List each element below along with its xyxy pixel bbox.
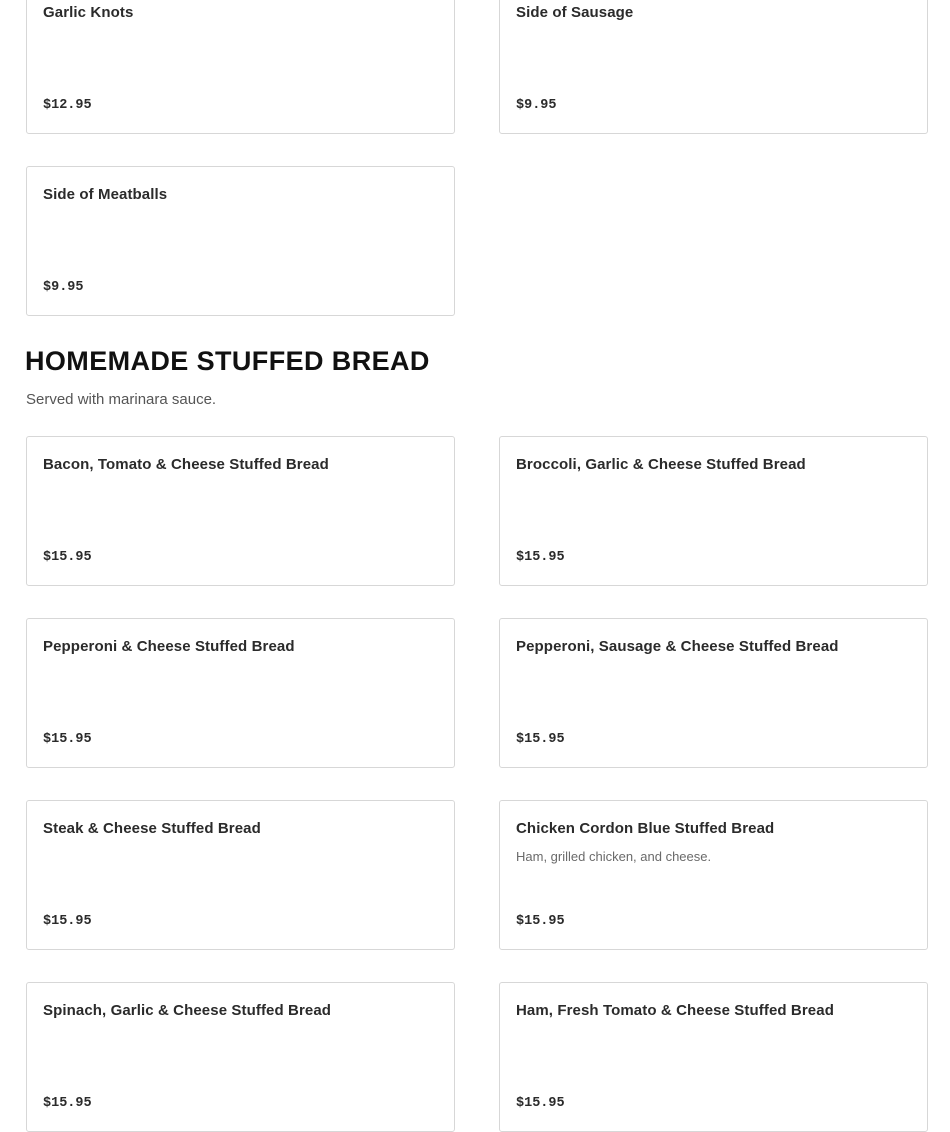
section-description: Served with marinara sauce. [26, 391, 217, 408]
menu-item-card[interactable] [26, 618, 455, 768]
menu-item-card[interactable] [499, 800, 928, 950]
menu-item-card[interactable] [499, 982, 928, 1132]
menu-item-name: Spinach, Garlic & Cheese Stuffed Bread [43, 1002, 332, 1019]
menu-item-price: $9.95 [43, 280, 84, 295]
menu-item-card[interactable] [26, 0, 455, 134]
menu-item-price: $12.95 [43, 98, 92, 113]
menu-item-card[interactable] [499, 436, 928, 586]
menu-item-description: Ham, grilled chicken, and cheese. [516, 849, 712, 864]
menu-item-price: $15.95 [516, 914, 565, 929]
menu-item-card[interactable] [26, 982, 455, 1132]
menu-item-name: Side of Meatballs [43, 186, 168, 203]
menu-item-name: Garlic Knots [43, 4, 134, 21]
menu-item-price: $15.95 [43, 732, 92, 747]
menu-item-name: Ham, Fresh Tomato & Cheese Stuffed Bread [516, 1002, 834, 1019]
menu-item-price: $9.95 [516, 98, 557, 113]
menu-item-price: $15.95 [516, 732, 565, 747]
menu-item-name: Chicken Cordon Blue Stuffed Bread [516, 820, 775, 837]
menu-item-price: $15.95 [43, 1096, 92, 1111]
menu-item-name: Pepperoni, Sausage & Cheese Stuffed Bread [516, 638, 839, 655]
menu-item-price: $15.95 [43, 914, 92, 929]
menu-item-price: $15.95 [516, 1096, 565, 1111]
menu-item-card[interactable] [26, 166, 455, 316]
menu-item-card[interactable] [499, 618, 928, 768]
menu-item-name: Steak & Cheese Stuffed Bread [43, 820, 261, 837]
menu-item-card[interactable] [499, 0, 928, 134]
menu-item-name: Side of Sausage [516, 4, 634, 21]
menu-item-name: Pepperoni & Cheese Stuffed Bread [43, 638, 295, 655]
menu-item-name: Bacon, Tomato & Cheese Stuffed Bread [43, 456, 329, 473]
menu-item-price: $15.95 [43, 550, 92, 565]
menu-item-card[interactable] [26, 436, 455, 586]
section-title: HOMEMADE STUFFED BREAD [25, 346, 430, 376]
menu-item-name: Broccoli, Garlic & Cheese Stuffed Bread [516, 456, 806, 473]
menu-item-price: $15.95 [516, 550, 565, 565]
menu-item-card[interactable] [26, 800, 455, 950]
